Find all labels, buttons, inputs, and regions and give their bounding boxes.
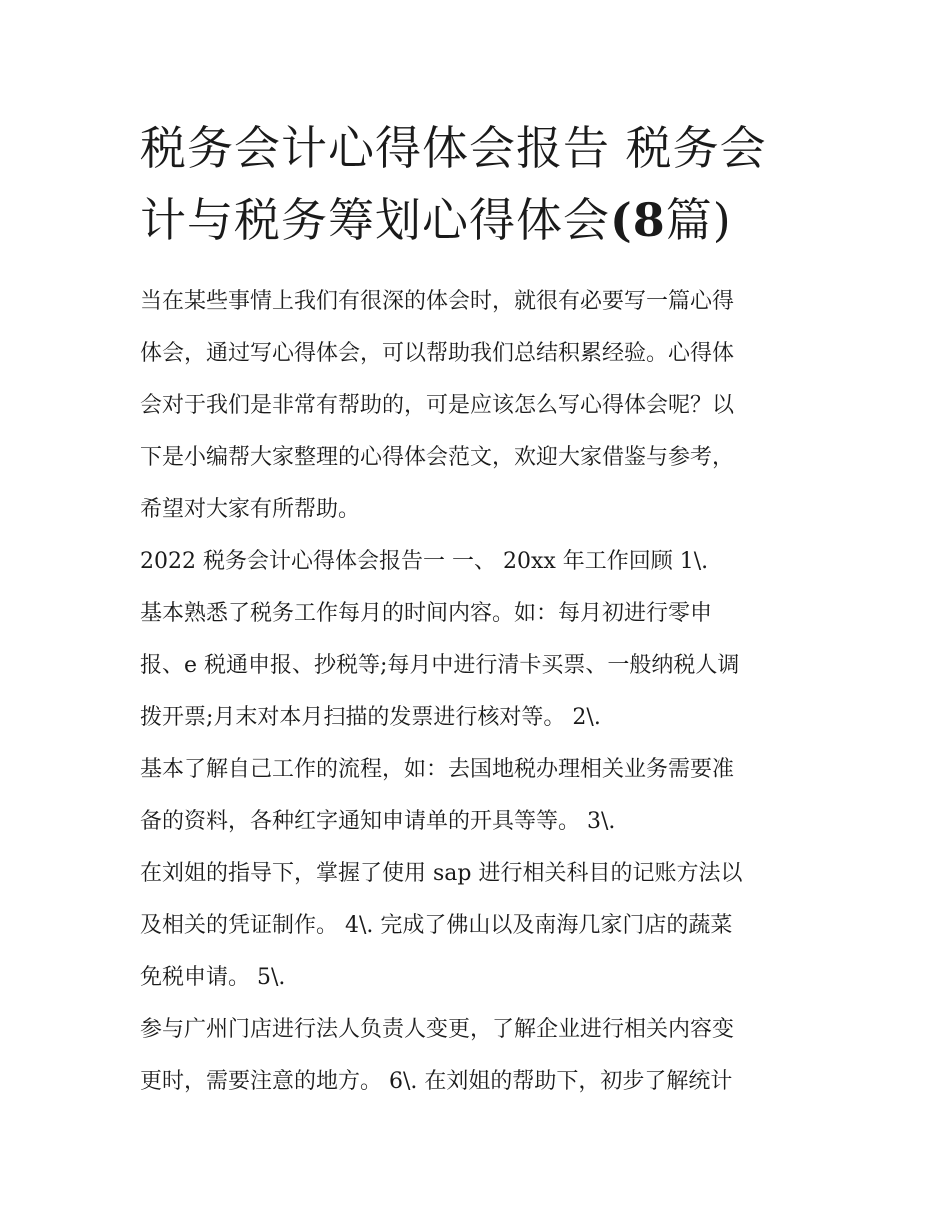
body-line: 体会，通过写心得体会，可以帮助我们总结积累经验。心得体	[140, 341, 735, 366]
body-line: 会对于我们是非常有帮助的，可是应该怎么写心得体会呢？以	[140, 393, 735, 418]
title-line-1: 税务会计心得体会报告 税务会	[140, 121, 767, 175]
body-line: 参与广州门店进行法人负责人变更，了解企业进行相关内容变	[140, 1017, 735, 1042]
body-line: 报、e 税通申报、抄税等;每月中进行清卡买票、一般纳税人调	[140, 653, 740, 678]
body-line: 免税申请。 5\.	[140, 965, 286, 990]
body-line: 备的资料，各种红字通知申请单的开具等等。 3\.	[140, 809, 616, 834]
title-line-2: 计与税务筹划心得体会	[140, 193, 610, 247]
body-line: 及相关的凭证制作。 4\. 完成了佛山以及南海几家门店的蔬菜	[140, 913, 733, 938]
body-line: 当在某些事情上我们有很深的体会时，就很有必要写一篇心得	[140, 289, 735, 314]
document-title	[140, 112, 820, 256]
body-line: 2022 税务会计心得体会报告一 一、 20xx 年工作回顾 1\.	[140, 549, 709, 574]
body-line: 更时，需要注意的地方。 6\. 在刘姐的帮助下，初步了解统计	[140, 1069, 733, 1094]
body-line: 基本了解自己工作的流程，如：去国地税办理相关业务需要准	[140, 757, 735, 782]
body-line: 拨开票;月末对本月扫描的发票进行核对等。 2\.	[140, 705, 601, 730]
title-number: (8	[610, 193, 666, 247]
document-body	[140, 281, 820, 1113]
body-line: 下是小编帮大家整理的心得体会范文，欢迎大家借鉴与参考，	[140, 445, 735, 470]
body-line: 基本熟悉了税务工作每月的时间内容。如：每月初进行零申	[140, 601, 713, 626]
body-line: 希望对大家有所帮助。	[140, 497, 361, 522]
title-end: 篇)	[665, 193, 732, 247]
body-line: 在刘姐的指导下，掌握了使用 sap 进行相关科目的记账方法以	[140, 861, 743, 886]
